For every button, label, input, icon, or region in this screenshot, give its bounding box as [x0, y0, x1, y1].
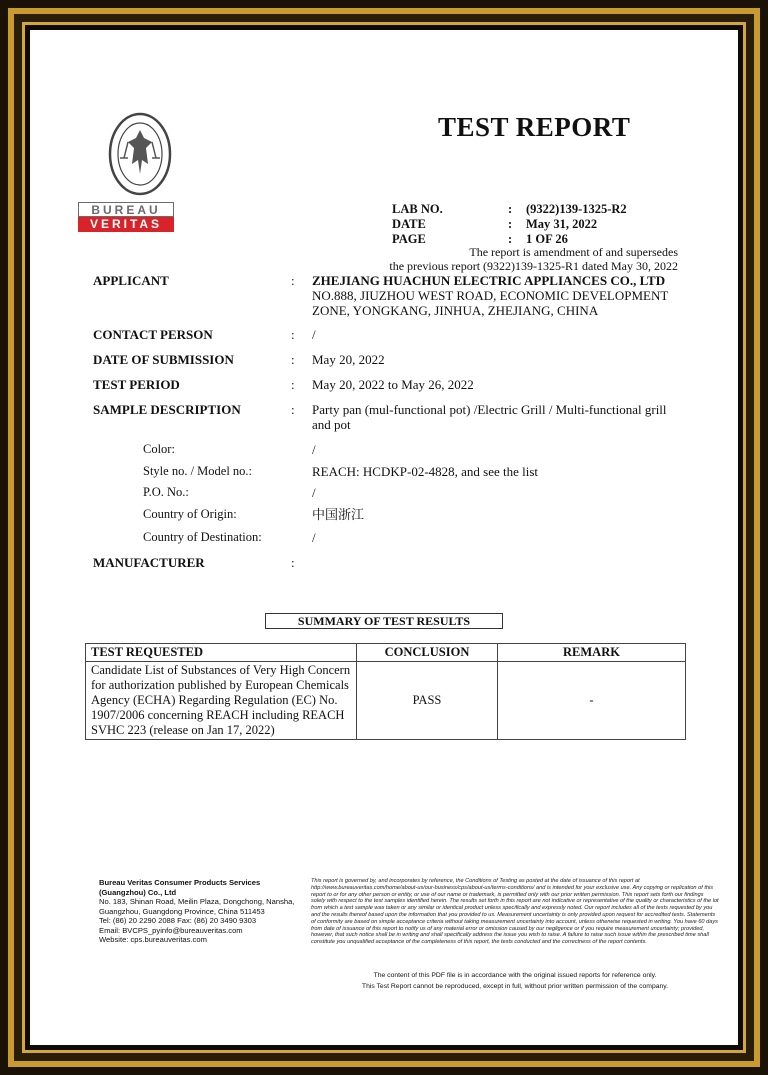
color-label: Color:	[143, 442, 175, 456]
applicant-value	[312, 273, 692, 318]
destination-label: Country of Destination:	[143, 530, 262, 544]
col-test-requested: TEST REQUESTED	[86, 644, 357, 662]
po-value: /	[312, 485, 316, 500]
field-colon: :	[291, 352, 295, 367]
col-remark: REMARK	[498, 644, 686, 662]
lab-no-value: (9322)139-1325-R2	[526, 202, 627, 216]
summary-title: SUMMARY OF TEST RESULTS	[265, 613, 503, 629]
footer-address: No. 183, Shinan Road, Meilin Plaza, Dongchong, Nansha, Guangzhou, Guangdong Province, China 511453	[99, 897, 295, 916]
table-header-row	[86, 644, 686, 662]
field-colon: :	[291, 273, 295, 288]
period-value: May 20, 2022 to May 26, 2022	[312, 377, 474, 392]
field-colon: :	[291, 402, 295, 417]
footer-phone: Tel: (86) 20 2290 2088 Fax: (86) 20 3490 9303	[99, 916, 257, 925]
model-value: REACH: HCDKP-02-4828, and see the list	[312, 464, 539, 479]
origin-label: Country of Origin:	[143, 507, 237, 521]
field-colon: :	[291, 327, 295, 342]
field-colon: :	[291, 377, 295, 392]
date-value: May 31, 2022	[526, 217, 598, 231]
logo-word-bottom: VERITAS	[78, 217, 174, 232]
color-value: /	[312, 442, 316, 457]
applicant-address: NO.888, JIUZHOU WEST ROAD, ECONOMIC DEVELOPMENT ZONE, YONGKANG, JINHUA, ZHEJIANG, CHINA	[312, 288, 669, 318]
footer-note-1: The content of this PDF file is in accordance with the original issued reports for reference only.	[373, 972, 657, 979]
seal-icon	[108, 112, 172, 196]
amendment-line-2: the previous report (9322)139-1325-R1 dated May 30, 2022	[389, 259, 678, 273]
amendment-line-1: The report is amendment of and supersedes	[469, 245, 678, 259]
destination-value: /	[312, 530, 316, 545]
footer-website: Website: cps.bureauveritas.com	[99, 935, 207, 944]
sample-value: Party pan (mul-functional pot) /Electric Grill / Multi-functional grill and pot	[312, 402, 667, 432]
footer-company: Bureau Veritas Consumer Products Services (Guangzhou) Co., Ltd	[99, 878, 261, 897]
page-title: TEST REPORT	[438, 112, 631, 142]
date-label: DATE	[392, 217, 426, 231]
footer-note-2: This Test Report cannot be reproduced, except in full, without prior written permission of the company.	[361, 983, 669, 990]
lab-no-label: LAB NO.	[392, 202, 443, 216]
report-page	[30, 30, 738, 1045]
footer-contact	[99, 878, 299, 945]
contact-label: CONTACT PERSON	[93, 327, 213, 342]
po-label: P.O. No.:	[143, 485, 189, 499]
contact-value: /	[312, 327, 316, 342]
origin-value: 中国浙江	[312, 507, 365, 522]
logo-word-top: BUREAU	[78, 202, 174, 217]
manufacturer-label: MANUFACTURER	[93, 555, 205, 570]
remark-cell: -	[498, 662, 686, 740]
period-label: TEST PERIOD	[93, 377, 180, 392]
table-row	[86, 662, 686, 740]
submission-label: DATE OF SUBMISSION	[93, 352, 234, 367]
page-value: 1 OF 26	[526, 232, 568, 246]
submission-value: May 20, 2022	[312, 352, 385, 367]
results-table	[85, 643, 686, 740]
col-conclusion: CONCLUSION	[357, 644, 498, 662]
model-label: Style no. / Model no.:	[143, 464, 253, 478]
test-requested-cell: Candidate List of Substances of Very High Concern for authorization published by European Chemicals Agency (ECHA) Regarding Regulation (EC) No. 1907/2006 concerning REACH including REACH SVHC 223 (release on Jan 17, 2022)	[86, 662, 357, 740]
applicant-name: ZHEJIANG HUACHUN ELECTRIC APPLIANCES CO., LTD	[312, 273, 666, 288]
footer-disclaimer: This report is governed by, and incorporates by reference, the Conditions of Testing as posted at the date of issuance of this report at http://www.bureauveritas.com/home/about-us/our-business/cps/about-us/terms-conditions/ and is intended for your exclusive use. Any copying or replication of this report to or for any other person or entity, or use of our name or trademark, is permitted only with our prior written permission. This report sets forth our findings solely with respect to the test samples identified herein. The results set forth in this report are not indicative or representative of the quality or characteristics of the lot from which a test sample was taken or any similar or identical product unless specifically and expressly noted. Our report includes all of the tests requested by you and the results thereof based upon the information that you provided to us. Measurement uncertainty is only provided upon request for accredited tests. Statements of conformity are based on simple acceptance criteria without taking measurement uncertainty into account, unless otherwise requested in writing. You have 60 days from date of issuance of this report to notify us of any material error or omission caused by our negligence or if you require measurement uncertainty; provided, however, that such notice shall be in writing and shall specifically address the issue you wish to raise. A failure to raise such issue within the prescribed time shall constitute you unqualified acceptance of the completeness of this report, the tests conducted and the correctness of the report contents.	[311, 878, 719, 946]
footer-email: Email: BVCPS_pyinfo@bureauveritas.com	[99, 925, 243, 935]
meta-colon: :	[508, 217, 513, 231]
sample-label: SAMPLE DESCRIPTION	[93, 402, 241, 417]
meta-colon: :	[508, 202, 513, 216]
conclusion-cell: PASS	[357, 662, 498, 740]
page-label: PAGE	[392, 232, 426, 246]
meta-colon: :	[508, 232, 513, 246]
applicant-label: APPLICANT	[93, 273, 169, 288]
field-colon: :	[291, 555, 295, 570]
